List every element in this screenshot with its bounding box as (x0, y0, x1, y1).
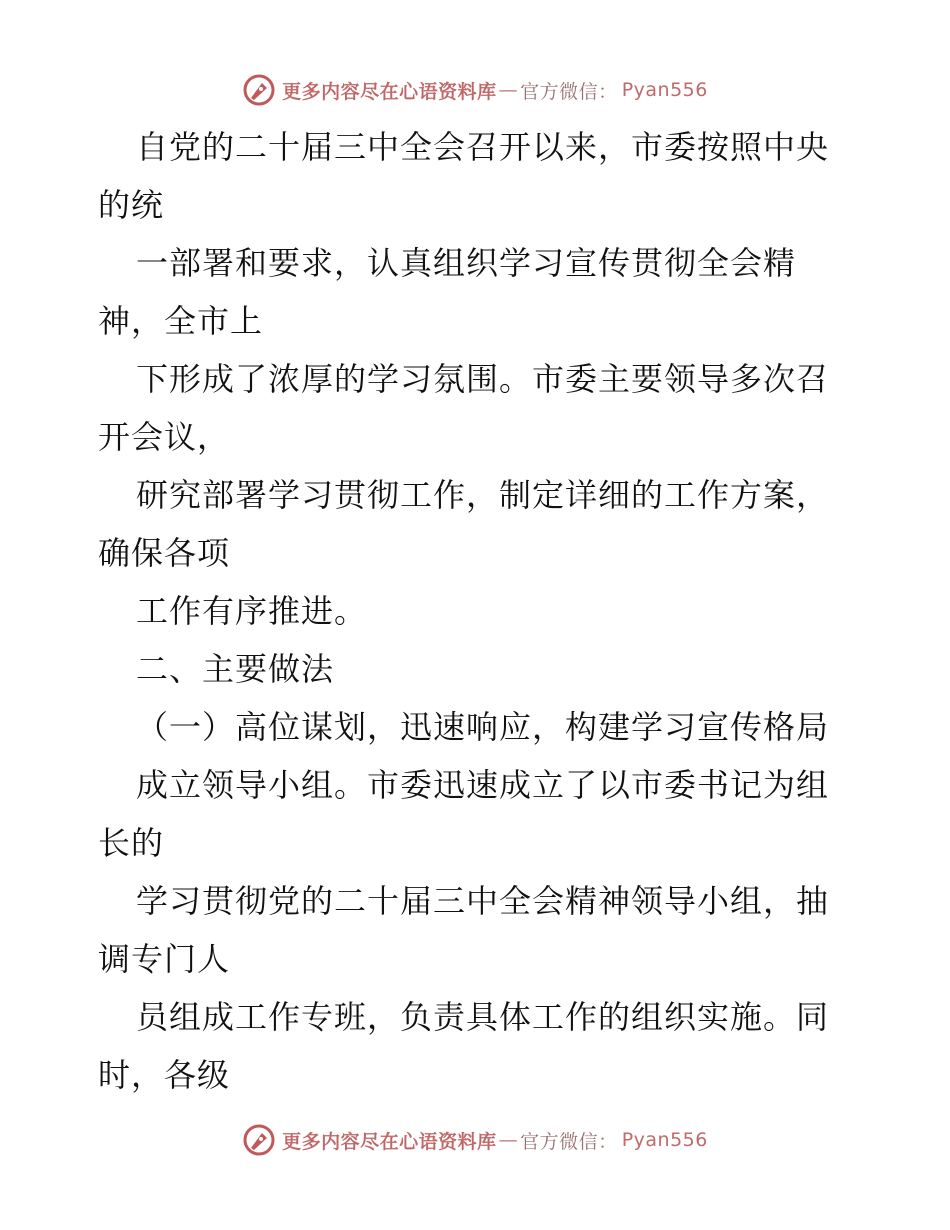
text-line: 研究部署学习贯彻工作，制定详细的工作方案， (136, 476, 830, 514)
text-line: 员组成工作专班，负责具体工作的组织实施。同 (136, 998, 830, 1036)
text-line: 时，各级 (98, 1056, 231, 1094)
text-line: 开会议， (98, 418, 231, 456)
text-line: 调专门人 (98, 940, 231, 978)
document-body (98, 118, 858, 1104)
pen-nib-circle-icon (242, 1123, 276, 1157)
watermark-dash: — (498, 1129, 519, 1151)
text-line: 一部署和要求，认真组织学习宣传贯彻全会精 (136, 244, 797, 282)
watermark-brand: 更多内容尽在心语资料库 (282, 80, 497, 103)
text-line: 学习贯彻党的二十届三中全会精神领导小组，抽 (136, 882, 830, 920)
text-line: 长的 (98, 824, 165, 862)
watermark-wechat-id: Pyan556 (621, 79, 708, 101)
watermark-official-label: 官方微信： (520, 80, 618, 103)
header-watermark (0, 70, 950, 110)
text-line: 神，全市上 (98, 302, 264, 340)
text-line: 二、主要做法 (136, 650, 335, 688)
text-line: 自党的二十届三中全会召开以来，市委按照中央 (136, 128, 830, 166)
pen-nib-circle-icon (242, 73, 276, 107)
text-line: 确保各项 (98, 534, 231, 572)
watermark-dash: — (498, 79, 519, 101)
text-line: 下形成了浓厚的学习氛围。市委主要领导多次召 (136, 360, 830, 398)
footer-watermark (0, 1120, 950, 1160)
watermark-official-label: 官方微信： (520, 1130, 618, 1153)
watermark-wechat-id: Pyan556 (621, 1129, 708, 1151)
text-line: （一）高位谋划，迅速响应，构建学习宣传格局 (136, 708, 830, 746)
text-line: 工作有序推进。 (136, 592, 368, 630)
text-line: 的统 (98, 186, 165, 224)
watermark-brand: 更多内容尽在心语资料库 (282, 1130, 497, 1153)
text-line: 成立领导小组。市委迅速成立了以市委书记为组 (136, 766, 830, 804)
